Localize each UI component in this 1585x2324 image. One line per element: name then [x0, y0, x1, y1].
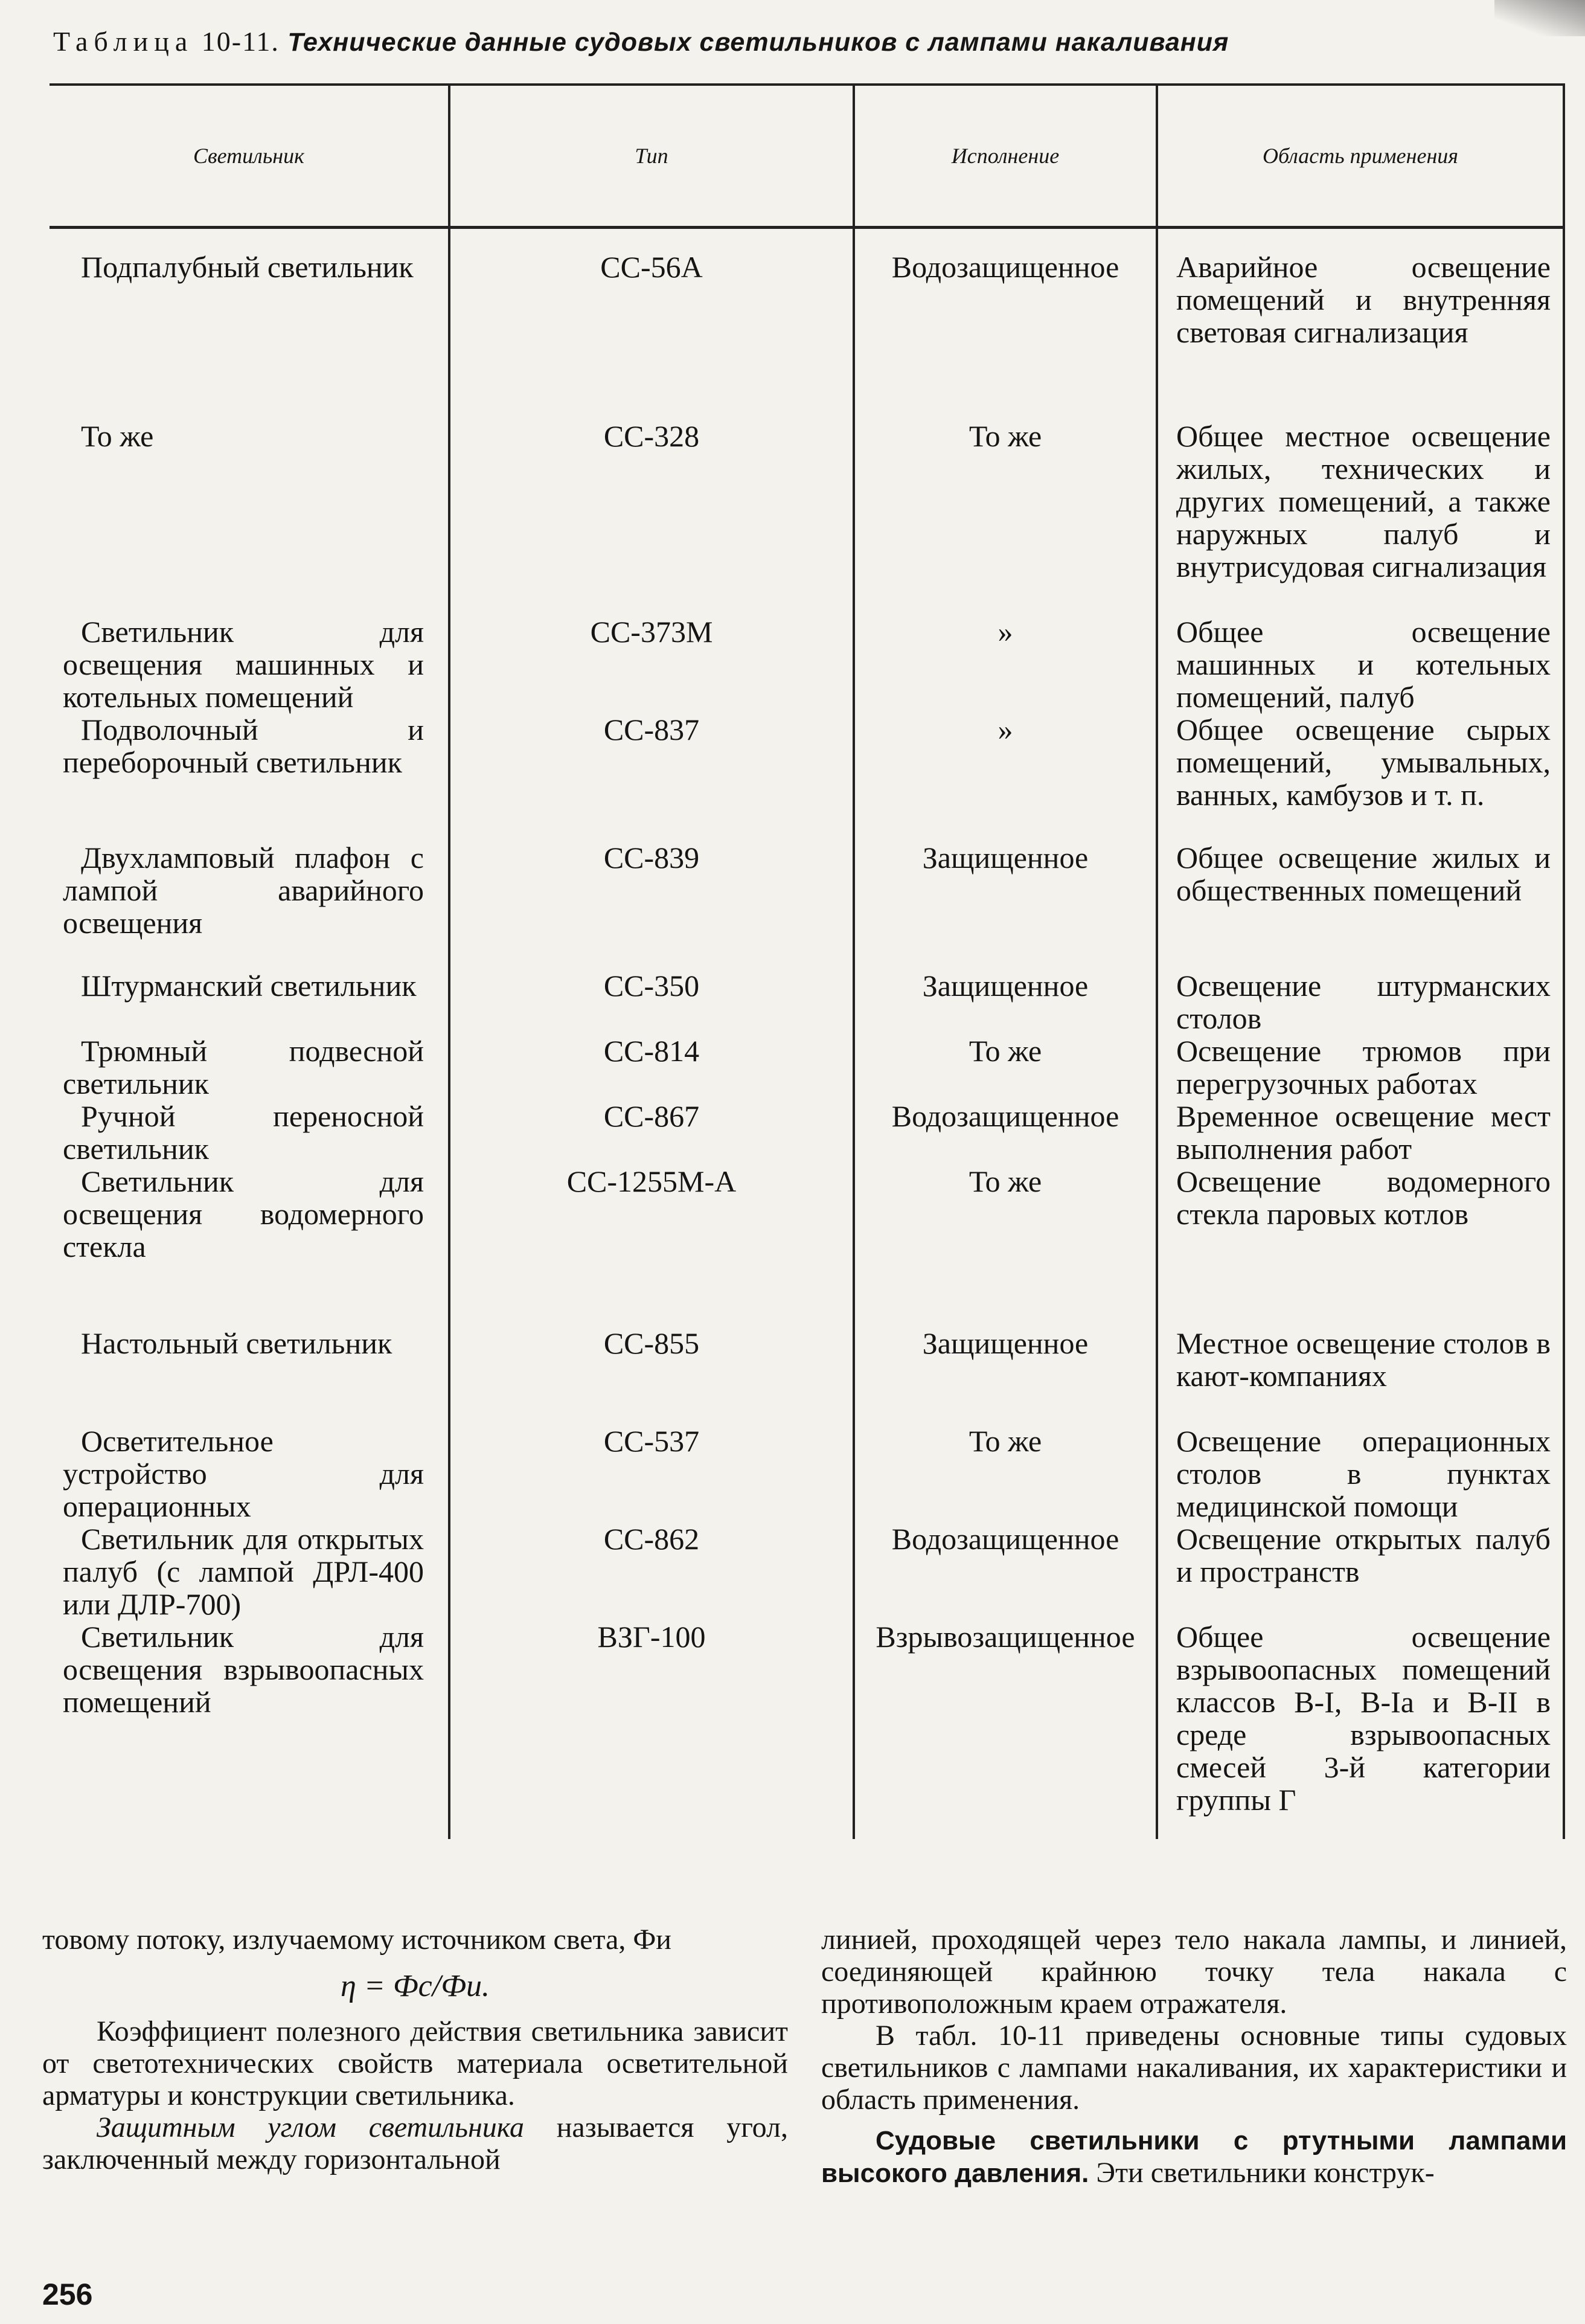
cell-luminaire: Светильник для открытых палуб (с лампой ДРЛ-400 или ДЛР-700) [63, 1521, 424, 1621]
header-luminaire: Светильник [50, 85, 449, 228]
cell-application: Общее местное освещение жилых, технических и других помещений, а также наружных палуб и внутрисудовая сигнализация [1157, 420, 1564, 615]
cell-design: » [854, 713, 1157, 841]
table-row [50, 1327, 1564, 1425]
cell-application: Местное освещение столов в кают-компаниях [1157, 1327, 1564, 1425]
table-row [50, 1035, 1564, 1100]
table-header-row [50, 85, 1564, 228]
cell-type: СС-537 [449, 1425, 854, 1523]
cell-design: Защищенное [854, 841, 1157, 969]
cell-type: СС-862 [449, 1523, 854, 1620]
caption-title: Технические данные судовых светильников с лампами накаливания [287, 28, 1229, 57]
cell-luminaire: Настольный светильник [81, 1326, 392, 1360]
page-number: 256 [42, 2277, 93, 2311]
cell-design: Защищенное [854, 1327, 1157, 1425]
cell-design: То же [854, 1165, 1157, 1327]
cell-design: Водозащищенное [854, 228, 1157, 420]
cell-luminaire: Светильник для освещения машинных и котельных помещений [63, 614, 424, 714]
cell-type: СС-328 [449, 420, 854, 615]
cell-type: СС-56А [449, 228, 854, 420]
cell-luminaire: Двухламповый плафон с лампой аварийного освещения [63, 840, 424, 940]
cell-application: Освещение водомерного стекла паровых котлов [1157, 1165, 1564, 1327]
cell-application: Общее освещение взрывоопасных помещений классов В-I, В-Iа и В-II в среде взрывоопасных смесей 3-й категории группы Г [1157, 1620, 1564, 1839]
cell-design: То же [854, 1425, 1157, 1523]
cell-type: ВЗГ-100 [449, 1620, 854, 1839]
cell-design: То же [854, 420, 1157, 615]
paragraph: товому потоку, излучаемому источником света, Фи [42, 1924, 671, 1956]
cell-application: Освещение трюмов при перегрузочных работах [1157, 1035, 1564, 1100]
cell-application: Временное освещение мест выполнения работ [1157, 1100, 1564, 1165]
table-row [50, 969, 1564, 1035]
paragraph: Защитным углом светильника называется угол, заключенный между горизонтальной [42, 2111, 788, 2175]
paragraph: линией, проходящей через тело накала лампы, и линией, соединяющей крайнюю точку тела накала с противоположным краем отражателя. [821, 1924, 1567, 2020]
cell-luminaire: Ручной переносной светильник [63, 1099, 424, 1166]
cell-application: Общее освещение машинных и котельных помещений, палуб [1157, 615, 1564, 713]
cell-luminaire: Подпалубный светильник [81, 250, 414, 284]
cell-application: Общее освещение сырых помещений, умывальных, ванных, камбузов и т. п. [1157, 713, 1564, 841]
cell-type: СС-839 [449, 841, 854, 969]
paragraph: Коэффициент полезного действия светильника зависит от светотехнических свойств материала осветительной арматуры и конструкции светильника. [42, 2015, 788, 2111]
cell-application: Освещение штурманских столов [1157, 969, 1564, 1035]
header-design: Исполнение [854, 85, 1157, 228]
table-row [50, 1620, 1564, 1839]
cell-design: Водозащищенное [854, 1100, 1157, 1165]
cell-application: Аварийное освещение помещений и внутренняя световая сигнализация [1157, 228, 1564, 420]
cell-design: Защищенное [854, 969, 1157, 1035]
cell-luminaire: То же [81, 419, 154, 453]
paragraph: Судовые светильники с ртутными лампами высокого давления. Эти светильники конструк- [821, 2126, 1567, 2189]
cell-type: СС-855 [449, 1327, 854, 1425]
table-row [50, 1100, 1564, 1165]
text-column-left [42, 1924, 788, 2175]
cell-luminaire: Трюмный подвесной светильник [63, 1033, 424, 1100]
table-row [50, 713, 1564, 841]
header-type: Тип [449, 85, 854, 228]
cell-application: Освещение операционных столов в пунктах медицинской помощи [1157, 1425, 1564, 1523]
caption-number: 10-11. [201, 26, 280, 57]
cell-type: СС-350 [449, 969, 854, 1035]
cell-design: » [854, 615, 1157, 713]
table-row [50, 1523, 1564, 1620]
cell-luminaire: Подволочный и переборочный светильник [63, 712, 424, 779]
luminaires-table [50, 83, 1565, 1839]
header-application: Область применения [1157, 85, 1564, 228]
table-row [50, 420, 1564, 615]
cell-application: Освещение открытых палуб и пространств [1157, 1523, 1564, 1620]
run-in-heading: Судовые светильники с ртутными лампами высокого давления. [821, 2126, 1567, 2188]
caption-label: Таблица [53, 26, 194, 57]
cell-type: СС-814 [449, 1035, 854, 1100]
table-caption [53, 25, 1551, 57]
cell-design: Водозащищенное [854, 1523, 1157, 1620]
cell-luminaire: Штурманский светильник [81, 968, 417, 1003]
table-row [50, 1165, 1564, 1327]
cell-design: То же [854, 1035, 1157, 1100]
term-emphasis: Защитным углом светильника [97, 2111, 525, 2143]
cell-type: СС-837 [449, 713, 854, 841]
table-row [50, 841, 1564, 969]
table-row [50, 228, 1564, 420]
cell-luminaire: Осветительное устройство для операционных [63, 1424, 424, 1523]
text-column-right [821, 1924, 1567, 2189]
cell-type: СС-867 [449, 1100, 854, 1165]
cell-design: Взрывозащищенное [854, 1620, 1157, 1839]
cell-application: Общее освещение жилых и общественных помещений [1157, 841, 1564, 969]
paragraph: В табл. 10-11 приведены основные типы судовых светильников с лампами накаливания, их характеристики и область применения. [821, 2020, 1567, 2116]
cell-type: СС-373М [449, 615, 854, 713]
cell-type: СС-1255М-А [449, 1165, 854, 1327]
cell-luminaire: Светильник для освещения водомерного стекла [63, 1164, 424, 1263]
table-row [50, 615, 1564, 713]
cell-luminaire: Светильник для освещения взрывоопасных помещений [63, 1619, 424, 1719]
formula: η = Фс/Фи. [340, 1969, 490, 2003]
table-row [50, 1425, 1564, 1523]
